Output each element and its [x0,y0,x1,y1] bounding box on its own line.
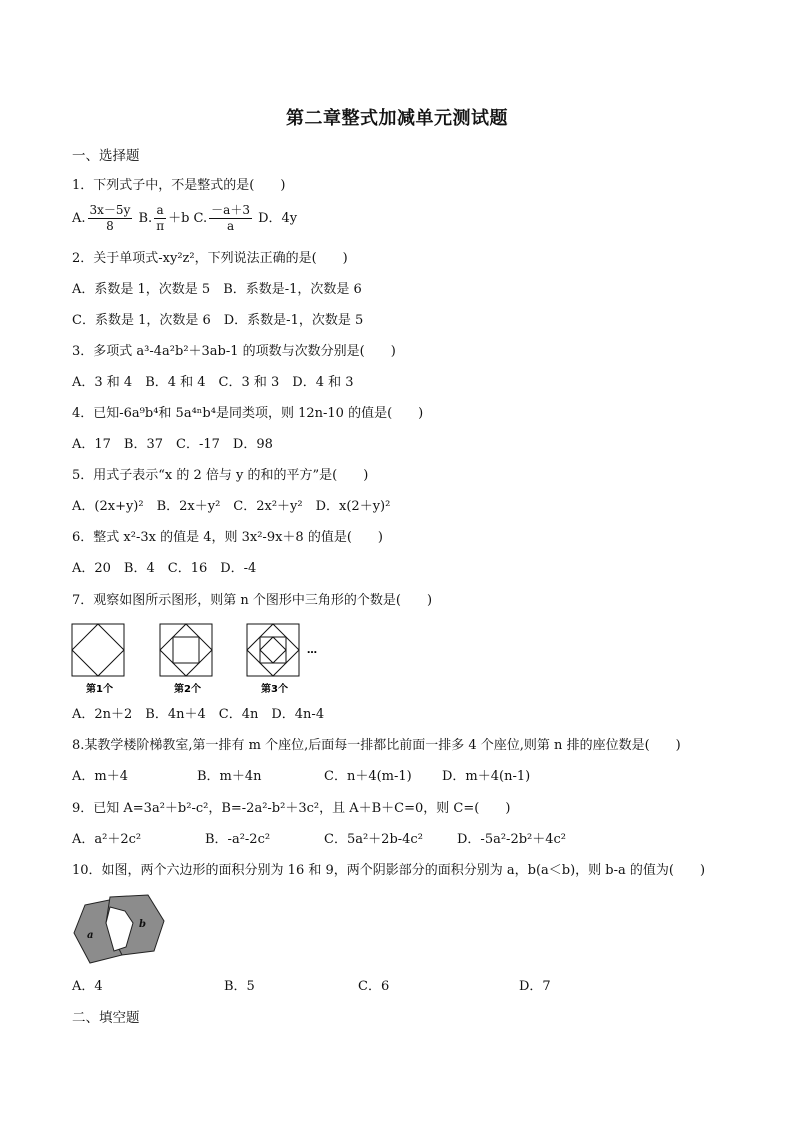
question-4-stem: 4．已知-6a⁹b⁴和 5a⁴ⁿb⁴是同类项，则 12n-10 的值是( ) [72,406,424,421]
q9-option-c: C．5a²＋2b-4c² [324,832,423,847]
question-2-stem: 2．关于单项式-xy²z²，下列说法正确的是( ) [72,251,348,266]
question-10-stem: 10．如图，两个六边形的面积分别为 16 和 9，两个阴影部分的面积分别为 a，b(a＜b)，则 b-a 的值为( ) [72,863,706,878]
figure-2-nested-squares [160,624,212,676]
q1-b-tail: ＋b [168,211,190,226]
question-1-stem: 1．下列式子中，不是整式的是( ) [72,178,286,193]
q8-option-a: A．m＋4 [72,769,128,784]
q9-option-d: D．-5a²-2b²＋4c² [457,832,567,847]
question-7-options: A．2n＋2 B．4n＋4 C．4n D．4n-4 [72,707,325,722]
q1-a-numerator: 3x－5y [89,203,131,217]
q9-option-b: B．-a²-2c² [205,832,271,847]
q1-c-denominator: a [226,219,235,233]
question-5-stem: 5．用式子表示“x 的 2 倍与 y 的和的平方”是( ) [72,468,369,483]
question-6-stem: 6．整式 x²-3x 的值是 4，则 3x²-9x＋8 的值是( ) [72,530,383,545]
question-3-options: A．3 和 4 B．4 和 4 C．3 和 3 D．4 和 3 [72,375,354,390]
q1-c-numerator: －a＋3 [211,203,250,217]
q8-option-c: C．n＋4(m-1) [324,769,412,784]
q9-option-a: A．a²＋2c² [72,832,142,847]
question-7-stem: 7．观察如图所示图形，则第 n 个图形中三角形的个数是( ) [72,593,433,608]
q10-option-b: B．5 [224,979,255,994]
question-8-stem: 8.某教学楼阶梯教室,第一排有 m 个座位,后面每一排都比前面一排多 4 个座位,则第 n 排的座位数是( ) [72,738,681,753]
figure-1-caption: 第1个 [86,684,113,695]
figure-3-caption: 第3个 [261,684,288,695]
section-heading-choice: 一、选择题 [72,148,140,164]
q10-option-c: C．6 [358,979,390,994]
q1-option-c-label: C. [193,211,208,226]
question-2-options-row-1: A．系数是 1，次数是 5 B．系数是-1，次数是 6 [72,282,362,297]
figure-continuation-dots: … [307,645,317,656]
question-4-options: A．17 B．37 C．-17 D．98 [72,437,273,452]
label-a: a [87,930,94,941]
q10-option-d: D．7 [519,979,551,994]
q1-option-c-fraction [209,203,252,234]
label-b: b [139,919,146,930]
q8-option-b: B．m＋4n [197,769,262,784]
q1-option-a-label: A. [72,211,86,226]
q10-option-a: A．4 [72,979,103,994]
q1-option-a-fraction [88,203,133,234]
q1-b-denominator: π [156,219,165,233]
q1-option-b-fraction [154,203,166,234]
question-6-options: A．20 B．4 C．16 D．-4 [72,561,257,576]
figure-2-caption: 第2个 [174,684,201,695]
figure-1-nested-squares [72,624,124,676]
question-5-options: A．(2x+y)² B．2x＋y² C．2x²＋y² D．x(2＋y)² [72,499,391,514]
question-2-options-row-2: C．系数是 1，次数是 6 D．系数是-1，次数是 5 [72,313,364,328]
page-title: 第二章整式加减单元测试题 [286,108,508,129]
question-7-figure [70,622,330,698]
question-10-hexagon-figure [70,893,180,969]
question-3-stem: 3．多项式 a³-4a²b²＋3ab-1 的项数与次数分别是( ) [72,344,396,359]
section-heading-fill-in: 二、填空题 [72,1010,140,1026]
q8-option-d: D．m＋4(n-1) [442,769,531,784]
question-1-options [72,203,297,234]
q1-option-b-label: B. [138,211,153,226]
figure-3-nested-squares [247,624,299,676]
q1-a-denominator: 8 [106,219,114,233]
question-9-stem: 9．已知 A=3a²＋b²-c²，B=-2a²-b²＋3c²，且 A＋B＋C=0，则 C=( ) [72,801,511,816]
q1-option-d: D．4y [258,211,298,226]
q1-b-numerator: a [154,203,166,219]
